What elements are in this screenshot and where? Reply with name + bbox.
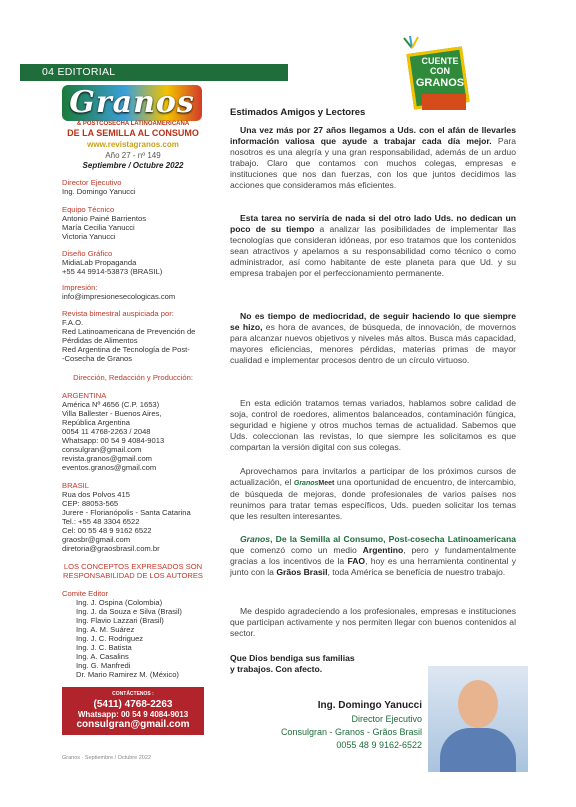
p6-argentino: Argentino [362, 545, 404, 555]
auspicio-line: F.A.O. [62, 318, 84, 327]
brasil-line: Jurere - Florianópolis - Santa Catarina [62, 508, 191, 517]
equipo-heading: Equipo Técnico [62, 205, 115, 214]
director-name: Ing. Domingo Yanucci [62, 187, 136, 196]
letter-signoff [230, 653, 355, 675]
diseno-line: +55 44 9914-53873 (BRASIL) [62, 267, 163, 276]
page-footer: Granos · Septiembre / Octubre 2022 [62, 755, 151, 761]
comite-block [62, 589, 182, 679]
auspicio-line: Red Latinoamericana de Prevención de [62, 327, 196, 336]
comite-member: Ing. J. C. Rodriguez [76, 634, 144, 643]
brasil-email[interactable]: diretoria@graosbrasil.com.br [62, 544, 160, 553]
argentina-block [62, 391, 164, 472]
auspicio-line: -Cosecha de Granos [62, 354, 133, 363]
direccion-heading-block [62, 373, 204, 382]
comite-member: Ing. J. da Souza e Silva (Brasil) [76, 607, 182, 616]
signoff-line-2: y trabajos. Con afecto. [230, 664, 323, 674]
comite-member: Ing. J. C. Batista [76, 643, 132, 652]
logo-subtitle-2: DE LA SEMILLA AL CONSUMO [67, 128, 199, 138]
p6-granos [240, 534, 516, 544]
diseno-heading: Diseño Gráfico [62, 249, 113, 258]
p3-text: es hora de avances, de búsqueda, de innovación, de movernos para alcanzar nuevos objetivos y niveles más altos. Busca más capacidad, mayores eficiencias, menores pérdidas, materias primas de mayor cualidad e implementar procesos dentro de un círculo virtuoso. [230, 322, 516, 365]
cuente-con-granos-badge [400, 36, 470, 114]
argentina-line: Whatsapp: 00 54 9 4084-9013 [62, 436, 165, 445]
p3-bold: No es tiempo de mediocridad, de seguir haciendo lo que siempre se hizo, [230, 311, 516, 332]
p7-text: Me despido agradeciendo a los profesionales, empresas e instituciones que participan activamente y nos permiten llegar con buenos contenidos al sector. [230, 606, 516, 638]
comite-member: Ing. G. Manfredi [76, 661, 131, 670]
p6-title: , De la Semilla al Consumo, Post-cosecha Latinoamericana [270, 534, 516, 544]
argentina-line: 0054 11 4768-2263 / 2048 [62, 427, 151, 436]
diseno-line: MidiaLab Propaganda [62, 258, 137, 267]
diseno-block [62, 249, 162, 276]
conceptos-line-1: LOS CONCEPTOS EXPRESADOS SON [63, 562, 203, 571]
granos-logo: Granos [62, 85, 202, 121]
comite-member: Dr. Mario Ramirez M. (México) [76, 670, 179, 679]
p2-bold: Esta tarea no serviría de nada si del otro lado Uds. no dedican un poco de su tiempo [230, 213, 516, 234]
direccion-heading: Dirección, Redacción y Producción: [73, 373, 193, 382]
brand-granos: Granos [293, 480, 319, 487]
auspicio-line: Red Argentina de Tecnología de Post- [62, 345, 190, 354]
signature-role: Director Ejecutivo [351, 714, 422, 724]
argentina-line: Villa Ballester - Buenos Aires, [62, 409, 162, 418]
contact-email[interactable]: consulgran@gmail.com [76, 719, 190, 730]
author-photo [428, 666, 528, 772]
signoff-line-1: Que Dios bendiga sus familias [230, 653, 355, 663]
p6-fao: FAO [347, 556, 366, 566]
comite-member: Ing. A. M. Suárez [76, 625, 135, 634]
argentina-email[interactable]: revista.granos@gmail.com [62, 454, 153, 463]
impresion-heading: Impresión: [62, 283, 98, 292]
comite-heading: Comite Editor [62, 589, 109, 598]
photo-head [458, 680, 498, 728]
argentina-line: América Nº 4656 (C.P. 1653) [62, 400, 160, 409]
logo-subtitle-1: & POSTCOSECHA LATINOAMERICANA [76, 121, 190, 127]
badge-text [414, 56, 466, 88]
p1-bold: Una vez más por 27 años llegamos a Uds. con el afán de llevarles información valiosa que ayude a trabajar cada día mejor. [230, 125, 516, 146]
argentina-heading: ARGENTINA [62, 391, 107, 400]
brasil-heading: BRASIL [62, 481, 90, 490]
p6-a: que comenzó como un medio [230, 545, 363, 555]
p6-graos-brasil: Grãos Brasil [276, 567, 328, 577]
letter-paragraph-3 [230, 311, 516, 366]
letter-paragraph-6 [230, 534, 516, 578]
auspicio-heading: Revista bimestral auspiciada por: [62, 309, 174, 318]
letter-greeting: Estimados Amigos y Lectores [230, 107, 366, 118]
equipo-member: María Cecilia Yanucci [62, 223, 135, 232]
impresion-block [62, 283, 175, 301]
letter-paragraph-2 [230, 213, 516, 279]
brasil-block [62, 481, 191, 553]
conceptos-block [62, 562, 204, 580]
contact-label: CONTÁCTENOS : [112, 691, 154, 697]
p6-d: , toda América se benefícia de nuestro trabajo. [327, 567, 506, 577]
p1-text: Para nosotros es una alegría y una gran responsabilidad, además de un arduo trabajo. Claro que contamos con muchos colegas, empresas e instituciones que nos dan fuerzas, con los que juntos decidimos las acciones que consideramos más eficientes. [230, 136, 516, 190]
conceptos-line-2: RESPONSABILIDAD DE LOS AUTORES [63, 571, 203, 580]
contact-phone[interactable]: (5411) 4768-2263 [93, 699, 173, 710]
brand-meet: Meet [318, 480, 335, 487]
director-heading: Director Ejecutivo [62, 178, 122, 187]
equipo-block [62, 205, 146, 241]
signature-name: Ing. Domingo Yanucci [317, 700, 422, 711]
p6-b: , pero y fundamentalmente gracias a los incentivos de la [230, 545, 516, 566]
impresion-email[interactable]: info@impresionesecologicas.com [62, 292, 176, 301]
comite-member: Ing. A. Casalins [76, 652, 129, 661]
brasil-line: Rua dos Polvos 415 [62, 490, 130, 499]
section-header: 04 EDITORIAL [20, 64, 288, 81]
issue-number: Año 27 - nº 149 [105, 151, 161, 160]
argentina-line: República Argentina [62, 418, 130, 427]
p6-granos-word: Granos [240, 534, 271, 544]
argentina-email[interactable]: consulgran@gmail.com [62, 445, 142, 454]
signature-orgs: Consulgran - Granos - Grãos Brasil [280, 727, 422, 737]
brasil-line: CEP: 88053-565 [62, 499, 119, 508]
letter-paragraph-1 [230, 125, 516, 191]
brasil-email[interactable]: graosbr@gmail.com [62, 535, 131, 544]
auspicio-line: Pérdidas de Alimentos [62, 336, 138, 345]
brasil-line: Cel: 00 55 48 9 9162 6522 [62, 526, 152, 535]
signature-phone[interactable]: 0055 48 9 9162-6522 [336, 740, 422, 750]
granosmeet-brand [294, 480, 334, 487]
letter-paragraph-4 [230, 398, 516, 453]
letter-paragraph-5 [230, 466, 516, 522]
comite-member: Ing. J. Ospina (Colombia) [76, 598, 163, 607]
brasil-line: Tel.: +55 48 3304 6522 [62, 517, 140, 526]
website-link[interactable]: www.revistagranos.com [87, 140, 179, 149]
letter-paragraph-7 [230, 606, 516, 639]
issue-date: Septiembre / Octubre 2022 [82, 161, 184, 170]
contact-whatsapp[interactable]: Whatsapp: 00 54 9 4084-9013 [77, 710, 189, 719]
comite-list [62, 598, 182, 679]
badge-line1: CUENTE [421, 56, 459, 66]
contact-box [62, 687, 204, 735]
p5-text-b: una oportunidad de encuentro, de intercambio, de búsqueda de mejoras, donde profesionales de varios países nos reunimos para tratar temas específicos, Uds. pueden solicitar los temas que les resulten interesantes. [230, 477, 516, 521]
director-block [62, 178, 136, 196]
argentina-email[interactable]: eventos.granos@gmail.com [62, 463, 157, 472]
p2-text: a analizar las posibilidades de implementar llas tecnologías que consideran idóneas, por eso tratamos que los contenidos sean atractivos y apelamos a su responsabilidad como técnico o como administrador, así como habitante de este planeta para que Ud. y su empresa trabajen por el perfeccionamiento permanente. [230, 224, 516, 278]
badge-line2: CON [430, 66, 450, 76]
equipo-member: Victoria Yanucci [62, 232, 116, 241]
photo-shirt [440, 728, 516, 772]
p5-text-a: Aprovechamos para invitarlos a participar de los próximos cursos de actualización, el [230, 466, 516, 487]
p6-c: , hoy es una herramienta continental y junto con la [230, 556, 516, 577]
p4-text: En esta edición tratamos temas variados, hablamos sobre calidad de soja, control de roedores, alimentos balanceados, contaminación fúngica, seguridad e higiene y otros muchos temas de actualidad. Sabemos que Uds. coleccionan las revistas, lo que siempre les solicitamos es que compartan la versión digital con sus colegas. [230, 398, 516, 452]
auspicio-block [62, 309, 195, 363]
badge-ribbon [422, 94, 466, 110]
badge-line3: GRANOS [415, 77, 465, 89]
equipo-member: Antonio Painé Barrientos [62, 214, 147, 223]
comite-member: Ing. Flavio Lazzari (Brasil) [76, 616, 164, 625]
